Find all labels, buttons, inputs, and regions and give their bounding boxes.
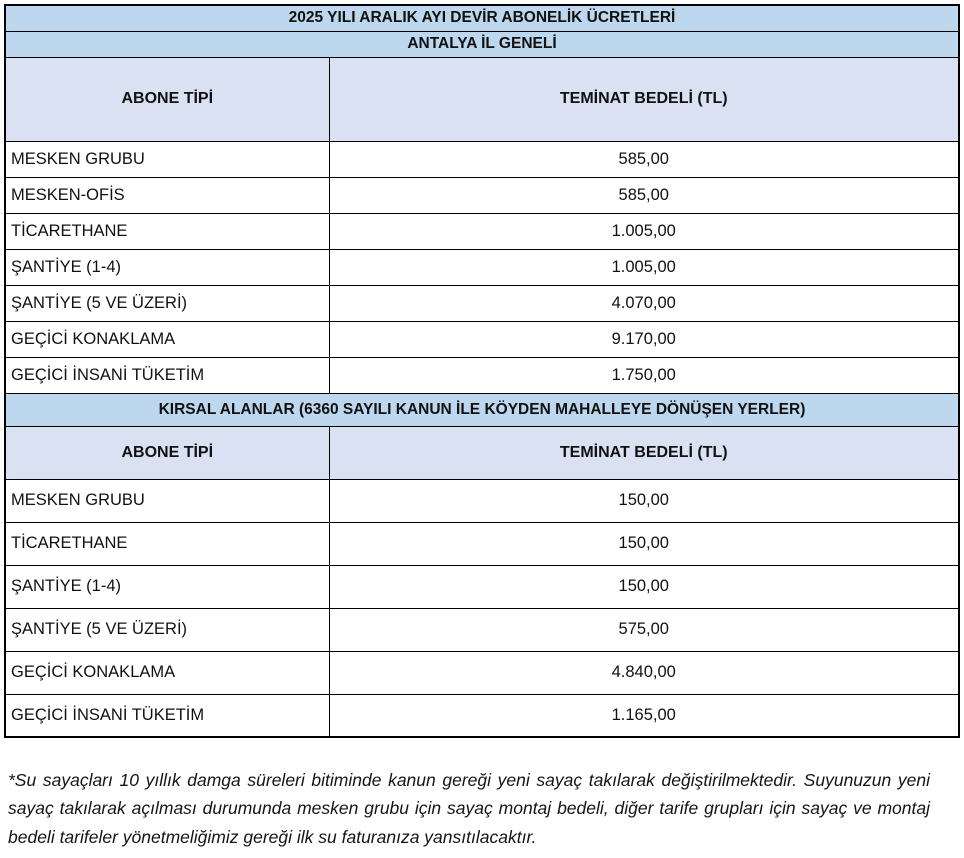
table-row	[5, 565, 959, 608]
abone-tipi-cell: ŞANTİYE (1-4)	[5, 565, 329, 608]
table-row	[5, 321, 959, 357]
abone-tipi-cell: MESKEN GRUBU	[5, 479, 329, 522]
teminat-cell: 1.005,00	[329, 213, 959, 249]
section-title-kirsal: KIRSAL ALANLAR (6360 SAYILI KANUN İLE KÖYDEN MAHALLEYE DÖNÜŞEN YERLER)	[5, 393, 959, 426]
page-title: 2025 YILI ARALIK AYI DEVİR ABONELİK ÜCRETLERİ	[5, 5, 959, 31]
table-row	[5, 522, 959, 565]
column-header-teminat-bedeli: TEMİNAT BEDELİ (TL)	[329, 426, 959, 479]
column-header-teminat-bedeli: TEMİNAT BEDELİ (TL)	[329, 57, 959, 141]
table-title-row	[5, 5, 959, 31]
teminat-cell: 575,00	[329, 608, 959, 651]
teminat-cell: 150,00	[329, 565, 959, 608]
abone-tipi-cell: ŞANTİYE (5 VE ÜZERİ)	[5, 608, 329, 651]
fee-table	[4, 4, 960, 738]
teminat-cell: 4.070,00	[329, 285, 959, 321]
abone-tipi-cell: GEÇİCİ İNSANİ TÜKETİM	[5, 694, 329, 737]
column-header-abone-tipi: ABONE TİPİ	[5, 426, 329, 479]
table-row	[5, 608, 959, 651]
abone-tipi-cell: GEÇİCİ KONAKLAMA	[5, 321, 329, 357]
abone-tipi-cell: ŞANTİYE (5 VE ÜZERİ)	[5, 285, 329, 321]
column-header-row	[5, 57, 959, 141]
column-header-abone-tipi: ABONE TİPİ	[5, 57, 329, 141]
column-header-row	[5, 426, 959, 479]
teminat-cell: 1.005,00	[329, 249, 959, 285]
section-header-row	[5, 393, 959, 426]
teminat-cell: 585,00	[329, 177, 959, 213]
abone-tipi-cell: MESKEN GRUBU	[5, 141, 329, 177]
table-row	[5, 141, 959, 177]
footnote: *Su sayaçları 10 yıllık damga süreleri bitiminde kanun gereği yeni sayaç takılarak değiştirilmektedir. Suyunuzun yeni sayaç takılarak açılması durumunda mesken grubu için sayaç montaj bedeli, diğer tarife grupları için sayaç ve montaj bedeli tarifeler yönetmeliğimiz gereği ilk su faturanıza yansıtılacaktır.	[8, 770, 930, 847]
region-subtitle-row	[5, 31, 959, 57]
table-row	[5, 651, 959, 694]
teminat-cell: 585,00	[329, 141, 959, 177]
table-row	[5, 213, 959, 249]
section-title-antalya: ANTALYA İL GENELİ	[5, 31, 959, 57]
abone-tipi-cell: TİCARETHANE	[5, 522, 329, 565]
abone-tipi-cell: TİCARETHANE	[5, 213, 329, 249]
teminat-cell: 1.165,00	[329, 694, 959, 737]
teminat-cell: 150,00	[329, 522, 959, 565]
teminat-cell: 150,00	[329, 479, 959, 522]
teminat-cell: 4.840,00	[329, 651, 959, 694]
table-row	[5, 479, 959, 522]
table-row	[5, 694, 959, 737]
table-row	[5, 249, 959, 285]
abone-tipi-cell: MESKEN-OFİS	[5, 177, 329, 213]
table-row	[5, 285, 959, 321]
teminat-cell: 9.170,00	[329, 321, 959, 357]
table-row	[5, 357, 959, 393]
abone-tipi-cell: ŞANTİYE (1-4)	[5, 249, 329, 285]
table-row	[5, 177, 959, 213]
abone-tipi-cell: GEÇİCİ KONAKLAMA	[5, 651, 329, 694]
teminat-cell: 1.750,00	[329, 357, 959, 393]
abone-tipi-cell: GEÇİCİ İNSANİ TÜKETİM	[5, 357, 329, 393]
